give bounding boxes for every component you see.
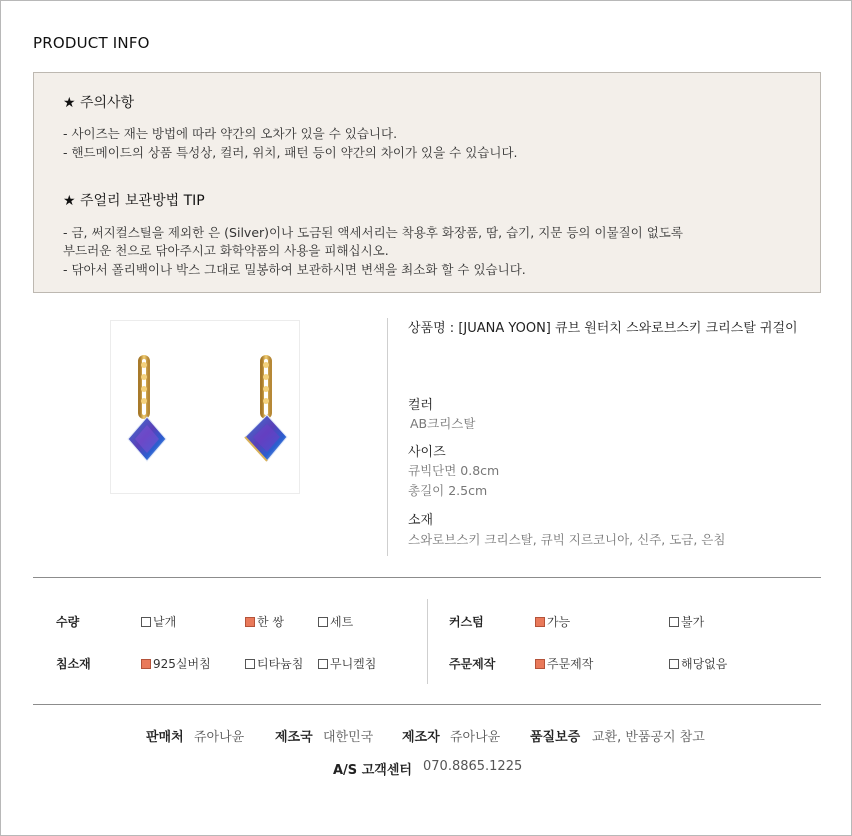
option-quantity-set: 세트 <box>318 613 353 630</box>
caution-heading: ★ 주의사항 <box>63 95 135 111</box>
option-custom-yes: 가능 <box>535 613 570 630</box>
made-to-order-label: 주문제작 <box>449 657 496 671</box>
notice-box <box>33 72 821 293</box>
checkbox-icon <box>245 659 255 669</box>
custom-label: 커스텀 <box>449 615 484 629</box>
checkbox-icon <box>669 659 679 669</box>
maker-label: 제조자 <box>402 730 440 745</box>
seller-value: 쥬아나윤 <box>194 730 245 745</box>
option-made-to-order: 주문제작 <box>535 655 593 672</box>
section-divider <box>33 577 821 578</box>
option-quantity-pair: 한 쌍 <box>245 613 284 630</box>
option-quantity-single: 낱개 <box>141 613 176 630</box>
product-image <box>110 320 300 494</box>
maker-value: 쥬아나윤 <box>450 730 501 745</box>
country-label: 제조국 <box>275 730 313 745</box>
material-label: 소재 <box>408 513 434 528</box>
needle-material-label: 침소재 <box>56 657 91 671</box>
size-value: 큐빅단면 0.8cm <box>408 463 500 478</box>
checked-box-icon <box>245 617 255 627</box>
caution-line: - 핸드메이드의 상품 특성상, 컬러, 위치, 패턴 등이 약간의 차이가 있을 수 있습니다. <box>63 145 518 160</box>
care-tip-line: - 금, 써지컬스틸을 제외한 은 (Silver)이나 도금된 액세서리는 착용후 화장품, 땀, 습기, 지문 등의 이물질이 없도록 <box>63 225 683 240</box>
checked-box-icon <box>535 659 545 669</box>
checkbox-icon <box>318 659 328 669</box>
seller-label: 판매처 <box>146 730 184 745</box>
quantity-label: 수량 <box>56 615 80 629</box>
option-needle-nickel-free: 무니켈침 <box>318 655 376 672</box>
material-value: 스와로브스키 크리스탈, 큐빅 지르코니아, 신주, 도금, 은침 <box>408 532 726 547</box>
caution-line: - 사이즈는 재는 방법에 따라 약간의 오차가 있을 수 있습니다. <box>63 126 398 141</box>
options-divider <box>427 599 428 684</box>
size-label: 사이즈 <box>408 445 446 460</box>
details-divider <box>387 318 388 556</box>
care-tip-heading: ★ 주얼리 보관방법 TIP <box>63 193 205 209</box>
checkbox-icon <box>669 617 679 627</box>
earrings-illustration <box>111 321 299 493</box>
care-tip-line: 부드러운 천으로 닦아주시고 화학약품의 사용을 피해십시오. <box>63 243 389 258</box>
option-needle-titanium: 티타늄침 <box>245 655 303 672</box>
country-value: 대한민국 <box>323 730 374 745</box>
color-value: AB크리스탈 <box>410 416 476 431</box>
product-name: 상품명 : [JUANA YOON] 큐브 원터치 스와로브스키 크리스탈 귀걸이 <box>408 321 798 336</box>
color-label: 컬러 <box>408 398 434 413</box>
care-tip-line: - 닦아서 폴리백이나 박스 그대로 밀봉하여 보관하시면 변색을 최소화 할 수 있습니다. <box>63 262 526 277</box>
checkbox-icon <box>318 617 328 627</box>
size-value: 총길이 2.5cm <box>408 483 488 498</box>
page-title: PRODUCT INFO <box>33 34 150 52</box>
as-center-phone: 070.8865.1225 <box>423 759 523 774</box>
warranty-label: 품질보증 <box>530 730 581 745</box>
option-custom-no: 불가 <box>669 613 704 630</box>
left-earring <box>128 357 166 461</box>
checked-box-icon <box>141 659 151 669</box>
right-earring <box>245 357 287 461</box>
product-details <box>1 301 852 561</box>
option-not-applicable: 해당없음 <box>669 655 727 672</box>
option-needle-silver: 925실버침 <box>141 655 211 672</box>
checkbox-icon <box>141 617 151 627</box>
checked-box-icon <box>535 617 545 627</box>
as-center-label: A/S 고객센터 <box>333 763 412 778</box>
section-divider <box>33 704 821 705</box>
warranty-value: 교환, 반품공지 참고 <box>592 730 705 745</box>
